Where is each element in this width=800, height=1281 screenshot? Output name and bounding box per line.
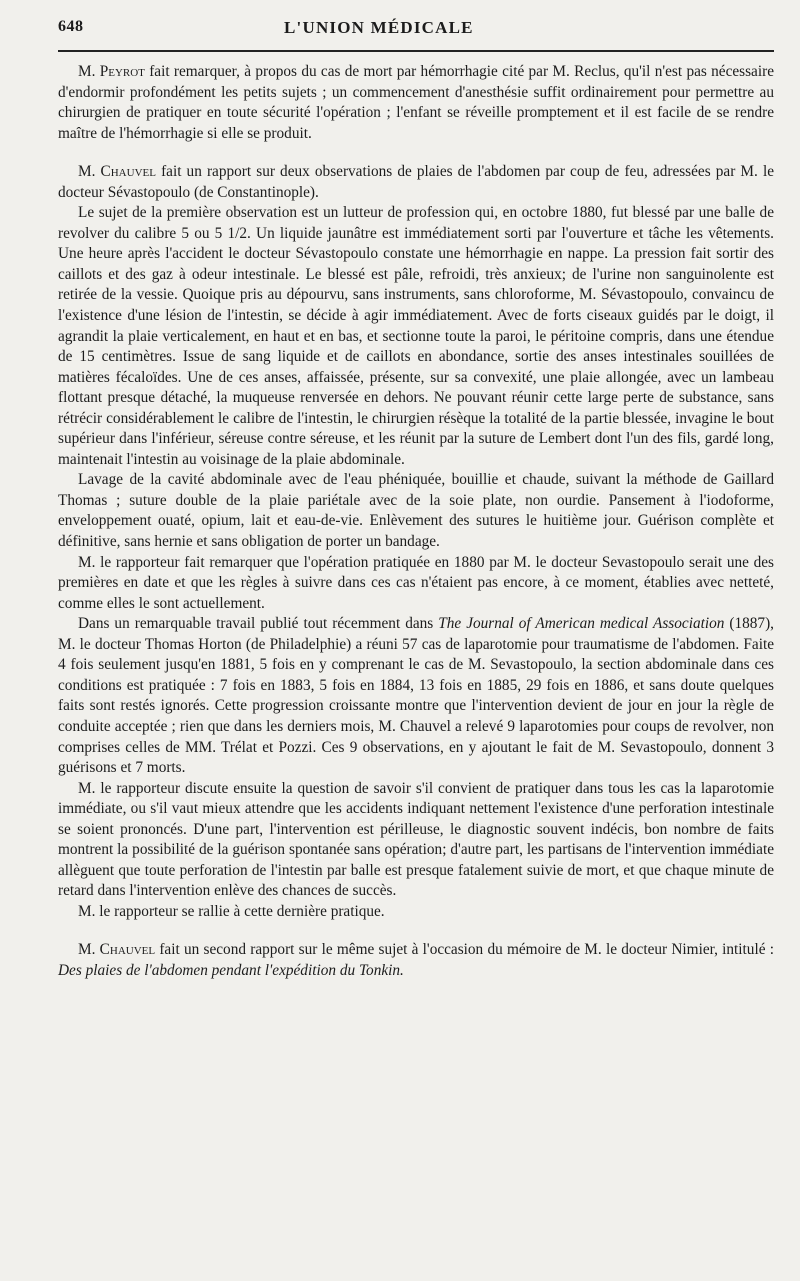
paragraph-peyrot bbox=[58, 62, 774, 144]
speaker-name: M. Peyrot bbox=[78, 63, 145, 80]
paragraph-second-report bbox=[58, 940, 774, 981]
paragraph-lavage: Lavage de la cavité abdominale avec de l'eau phéniquée, bouillie et chaude, suivant la méthode de Gaillard Thomas ; suture double de la plaie pariétale avec de la soie plate, non ourdie. Pansement à l'iodoforme, enveloppement ouaté, opium, lait et eau-de-vie. Enlèvement des sutures le huitième jour. Guérison complète et définitive, sans hernie et sans obligation de porter un bandage. bbox=[58, 471, 774, 551]
paragraph-text: fait remarquer, à propos du cas de mort par hémorrhagie cité par M. Reclus, qu'il n'est pas nécessaire d'endormir profondément les petits sujets ; un commencement d'anesthésie suffit ordinairement pour permettre au chirurgien de pratiquer en toute sécurité l'opération ; l'enfant se réveille promptement et il est facile de se rendre maître de l'hémorrhagie si elle se produit. bbox=[58, 63, 774, 142]
running-head bbox=[58, 18, 774, 44]
journal-title: L'UNION MÉDICALE bbox=[284, 18, 474, 37]
paragraph-rapporteur-remark: M. le rapporteur fait remarquer que l'opération pratiquée en 1880 par M. le docteur Sevastopoulo serait une des premières en date et que les règles à suivre dans ces cas n'étaient pas encore, à ce moment, établies avec netteté, comme elles le sont actuellement. bbox=[58, 553, 774, 612]
speaker-name: M. Chauvel bbox=[78, 941, 156, 959]
speaker-name: M. Chauvel bbox=[78, 163, 156, 181]
paragraph-horton-statistics bbox=[58, 614, 774, 778]
journal-citation: The Journal of American medical Association bbox=[438, 615, 725, 633]
memoir-title: Des plaies de l'abdomen pendant l'expédition du Tonkin. bbox=[58, 961, 404, 979]
paragraph-text: Dans un remarquable travail publié tout récemment dans bbox=[78, 615, 439, 633]
paragraph-rapporteur-conclusion: M. le rapporteur se rallie à cette dernière pratique. bbox=[78, 902, 385, 920]
paragraph-text: fait un rapport sur deux observations de plaies de l'abdomen par coup de feu, adressées par M. le docteur Sévastopoulo (de Constantinople). bbox=[58, 163, 774, 201]
paragraph-rapporteur-discussion: M. le rapporteur discute ensuite la question de savoir s'il convient de pratiquer dans tous les cas la laparotomie immédiate, ou s'il vaut mieux attendre que les accidents indiquant nettement l'existence d'une perforation intestinale se soient prononcés. D'une part, l'intervention est périlleuse, le diagnostic souvent indécis, bon nombre de faits montrent la possibilité de la guérison spontanée sans opération; d'autre part, les partisans de l'intervention immédiate allèguent que toute perforation de l'intestin par balle est presque fatalement suivie de mort, et que chaque minute de retard dans l'intervention enlève des chances de succès. bbox=[58, 779, 774, 900]
article-body bbox=[58, 62, 774, 982]
paragraph-chauvel-report bbox=[58, 162, 774, 203]
paragraph-text: fait un second rapport sur le même sujet à l'occasion du mémoire de M. le docteur Nimier, intitulé : bbox=[155, 941, 774, 959]
paragraph-text: (1887), M. le docteur Thomas Horton (de Philadelphie) a réuni 57 cas de laparotomie pour traumatisme de l'abdomen. Faite 4 fois seulement jusqu'en 1881, 5 fois en y comprenant le cas de M. Sevastopoulo, la section abdominale dans ces conditions est pratiquée : 7 fois en 1883, 5 fois en 1884, 13 fois en 1885, 29 fois en 1886, et sans doute quelques faits sont restés ignorés. Cette progression croissante montre que l'intervention devient de jour en jour la règle de conduite acceptée ; rien que dans les derniers mois, M. Chauvel a relevé 9 laparotomies pour coups de revolver, non comprises celles de MM. Trélat et Pozzi. Ces 9 observations, en y ajoutant le fait de M. Sevastopoulo, donnent 3 guérisons et 7 morts. bbox=[58, 615, 774, 777]
header-rule bbox=[58, 50, 774, 52]
page-number: 648 bbox=[58, 18, 84, 35]
paragraph-first-observation: Le sujet de la première observation est un lutteur de profession qui, en octobre 1880, fut blessé par une balle de revolver du calibre 5 ou 5 1/2. Un liquide jaunâtre est immédiatement sorti par l'ouverture et tâche les vêtements. Une heure après l'accident le docteur Sévastopoulo constate une hémorrhagie en nappe. La pression fait sortir des caillots et des gaz à odeur intestinale. Le blessé est pâle, refroidi, très anxieux; de l'urine non sanguinolente est retirée de la vessie. Quoique pris au dépourvu, sans instruments, sans chloroforme, M. Sévastopoulo, convaincu de l'existence d'une lésion de l'intestin, se décide à agir immédiatement. Avec de forts ciseaux guidés par le doigt, il agrandit la plaie verticalement, en haut et en bas, et sectionne toute la paroi, le péritoine compris, dans une étendue de 15 centimètres. Issue de sang liquide et de caillots en abondance, sortie des anses intestinales souillées de matières fécaloïdes. Une de ces anses, affaissée, présente, sur sa convexité, une plaie allongée, avec un lambeau flottant presque détaché, la muqueuse renversée en dehors. Ne pouvant réunir cette large perte de substance, sans rétrécir considérablement le calibre de l'intestin, le chirurgien résèque la totalité de la partie blessée, invagine le bout supérieur dans l'inférieur, séreuse contre séreuse, et les réunit par la suture de Lembert dont l'un des fils, gardé long, maintenait l'intestin au voisinage de la plaie abdominale. bbox=[58, 204, 774, 468]
